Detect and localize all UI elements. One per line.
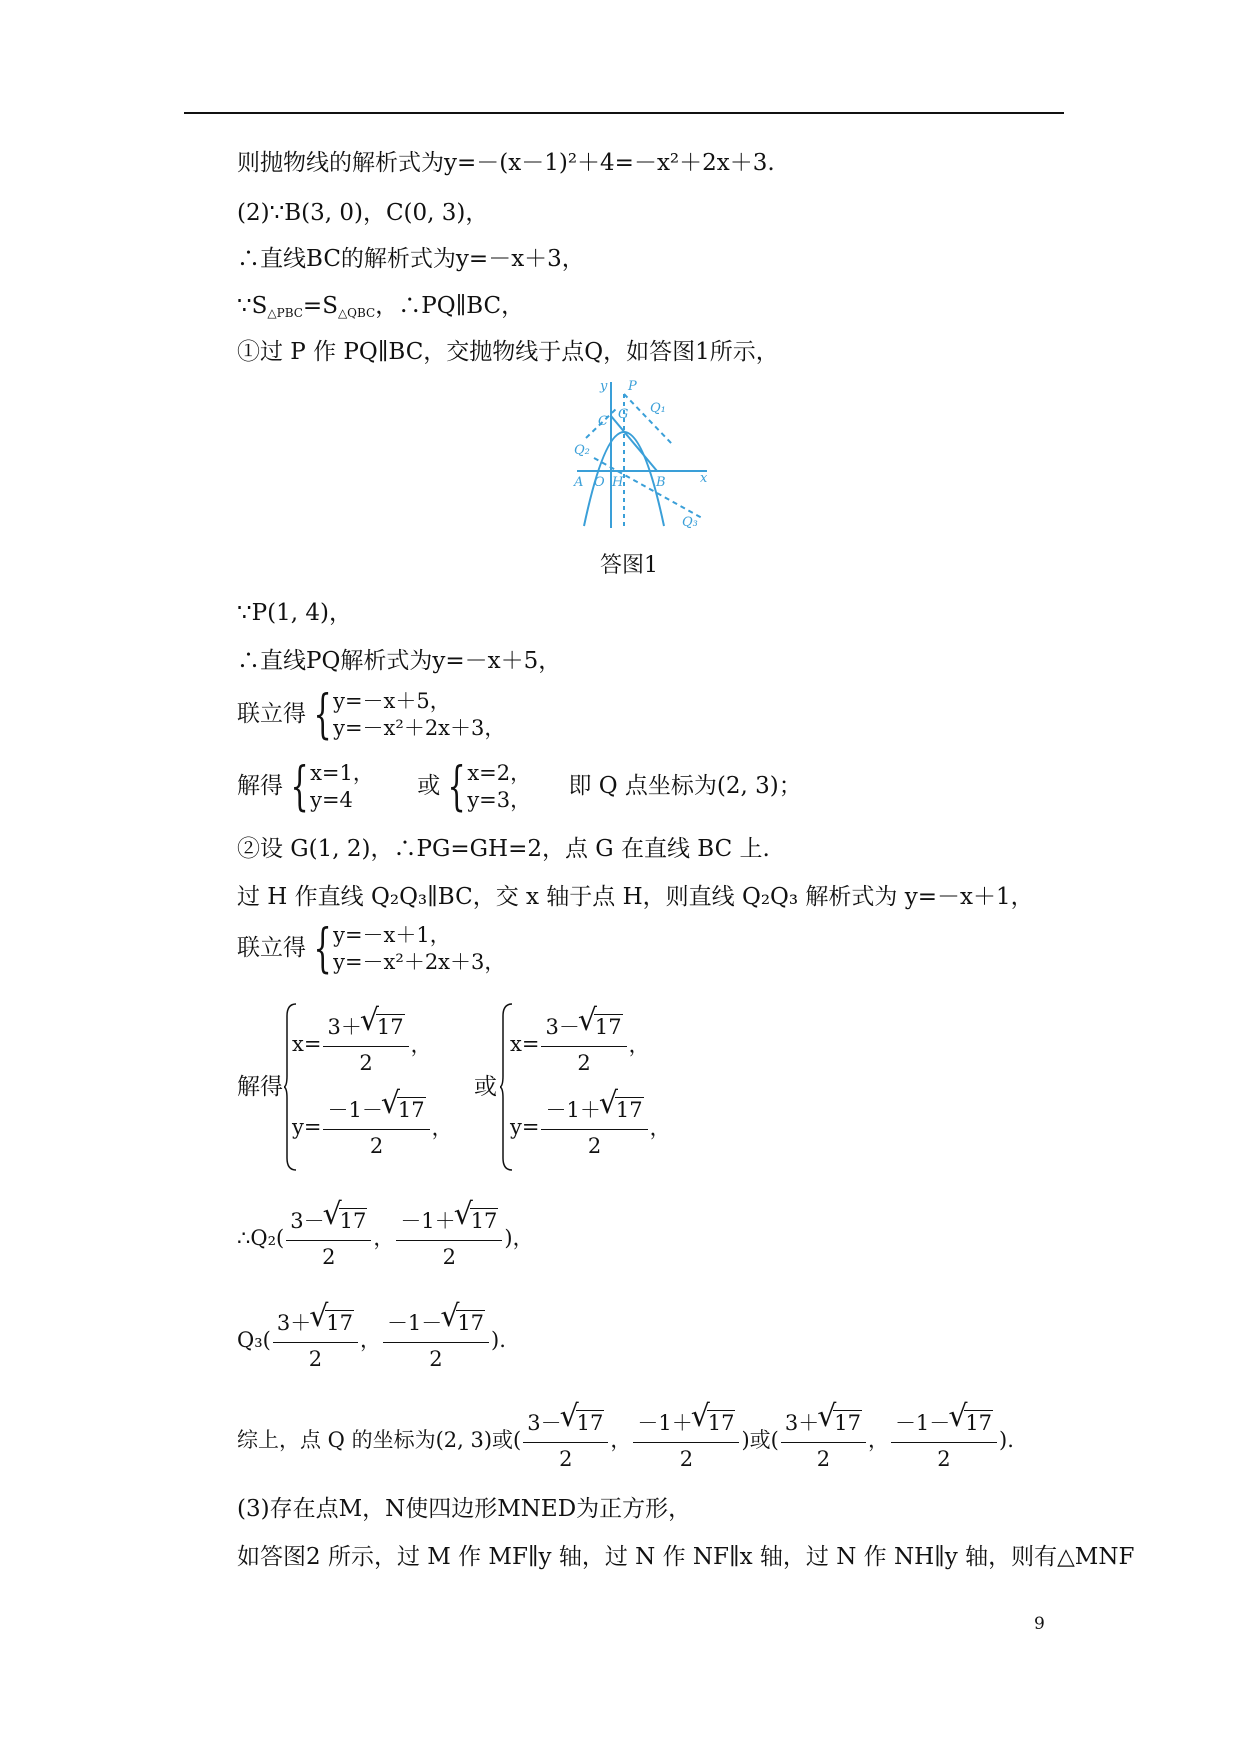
solution-2-or: 或 <box>474 1074 497 1100</box>
case-b-x-num: 3－ <box>545 1014 580 1039</box>
q2-y-num: －1＋ <box>400 1208 456 1233</box>
summary-mid: )或( <box>741 1428 779 1452</box>
case-a-y-radicand: 17 <box>397 1097 425 1122</box>
fig-label-h: H <box>612 475 624 490</box>
case-a-y-comma: ， <box>431 1116 453 1140</box>
case-b-x-frac <box>541 1010 626 1079</box>
summary-a-x-radicand: 17 <box>576 1410 604 1435</box>
brace-3: { <box>447 757 466 817</box>
fig-label-c: C <box>598 414 608 429</box>
fig-label-p: P <box>628 379 637 394</box>
fig-label-q1: Q₁ <box>650 401 666 416</box>
case-a-y-eq: y= <box>292 1115 322 1139</box>
solution-1-b2: y=3， <box>467 788 532 812</box>
system-2-label: 联立得 <box>237 935 306 961</box>
summary-a-x-num: 3－ <box>527 1410 562 1435</box>
q2-y-radicand: 17 <box>470 1208 498 1233</box>
system-1 <box>237 685 506 745</box>
summary-a-comma: ， <box>610 1428 632 1452</box>
q2-y-den: 2 <box>442 1244 457 1269</box>
system-2 <box>237 919 506 979</box>
figure-caption: 答图1 <box>600 553 658 578</box>
case-a-y-num: －1－ <box>327 1097 383 1122</box>
area-s2: =S <box>302 293 338 319</box>
q3-coordinates <box>237 1300 506 1380</box>
case-b-y-num: －1＋ <box>545 1097 601 1122</box>
summary-suffix: ). <box>999 1428 1014 1452</box>
solution-2-label: 解得 <box>237 1074 283 1100</box>
text-line-parabola: 则抛物线的解析式为y=－(x－1)²＋4=－x²＋2x＋3. <box>237 150 775 176</box>
case-b-x-comma: ， <box>628 1033 650 1057</box>
summary-b-y-den: 2 <box>937 1446 951 1471</box>
q2-x-den: 2 <box>322 1244 336 1269</box>
q3-x-radicand: 17 <box>326 1310 353 1335</box>
summary-b-y-frac <box>891 1406 997 1475</box>
summary-a-y-num: －1＋ <box>637 1410 693 1435</box>
q2-y-frac <box>396 1204 502 1273</box>
summary-a-x-frac <box>523 1406 608 1475</box>
case-b-y-comma: ， <box>649 1116 671 1140</box>
summary-a-y-frac <box>633 1406 739 1475</box>
system-1-row2: y=－x²＋2x＋3， <box>333 716 506 740</box>
case-a-y-den: 2 <box>369 1133 384 1158</box>
q3-x-den: 2 <box>308 1346 323 1371</box>
case-a-x-frac <box>323 1010 408 1079</box>
case-a-x-num: 3＋ <box>327 1014 362 1039</box>
q2-suffix: )， <box>504 1226 534 1250</box>
text-line-p: ∵P(1, 4)， <box>237 600 352 626</box>
fig-label-b: B <box>656 475 666 490</box>
text-line-step2: ②设 G(1, 2)，∴PG=GH=2，点 G 在直线 BC 上. <box>237 836 770 862</box>
text-line-pq: ∴直线PQ解析式为y=－x＋5， <box>237 648 562 674</box>
fig-label-q3: Q₃ <box>682 515 698 530</box>
case-a-x-den: 2 <box>359 1050 373 1075</box>
brace-4: { <box>313 919 332 979</box>
q3-y-radicand: 17 <box>457 1310 485 1335</box>
q2-x-num: 3－ <box>290 1208 325 1233</box>
summary-prefix: 综上，点 Q 的坐标为(2, 3)或( <box>237 1428 522 1452</box>
q3-prefix: Q₃( <box>237 1328 271 1352</box>
case-b-y-eq: y= <box>510 1115 540 1139</box>
q3-y-frac <box>383 1306 489 1375</box>
solution-1-label: 解得 <box>237 773 283 799</box>
line-bc <box>611 416 657 471</box>
summary-b-x-frac <box>781 1406 866 1475</box>
answer-figure-1 <box>572 378 712 530</box>
solution-1-a2: y=4 <box>310 788 353 812</box>
solution-1 <box>237 757 802 817</box>
summary-a-y-radicand: 17 <box>707 1410 735 1435</box>
area-sub1: △PBC <box>267 306 303 320</box>
solution-1-b1: x=2， <box>467 761 532 785</box>
summary-b-x-num: 3＋ <box>784 1410 820 1435</box>
solution-2-case-a <box>292 1004 453 1170</box>
summary-b-x-den: 2 <box>816 1446 831 1471</box>
text-line-q2q3: 过 H 作直线 Q₂Q₃∥BC，交 x 轴于点 H，则直线 Q₂Q₃ 解析式为 y=－x＋1， <box>237 884 1034 910</box>
system-2-row2: y=－x²＋2x＋3， <box>333 950 506 974</box>
fig-label-g: G <box>618 407 629 422</box>
text-line-figure2: 如答图2 所示，过 M 作 MF∥y 轴，过 N 作 NF∥x 轴，过 N 作 NH∥y 轴，则有△MNF <box>237 1544 1135 1570</box>
summary-b-y-num: －1－ <box>894 1410 951 1435</box>
solution-1-or: 或 <box>417 773 441 799</box>
case-b-y-radicand: 17 <box>615 1097 643 1122</box>
q3-x-num: 3＋ <box>276 1310 312 1335</box>
text-line-part2: (2)∵B(3, 0)，C(0, 3)， <box>237 200 489 226</box>
header-rule <box>184 112 1064 114</box>
fig-label-o: O <box>594 475 605 490</box>
case-b-y-frac <box>541 1093 647 1162</box>
summary-b-y-radicand: 17 <box>965 1410 993 1435</box>
brace-1: { <box>313 685 332 745</box>
summary-b-x-radicand: 17 <box>834 1410 861 1435</box>
q3-y-num: －1－ <box>386 1310 443 1335</box>
summary-a-x-den: 2 <box>559 1446 573 1471</box>
text-line-step1: ①过 P 作 PQ∥BC，交抛物线于点Q，如答图1所示， <box>237 339 779 365</box>
summary-line <box>237 1400 1014 1480</box>
summary-b-comma: ， <box>867 1428 889 1452</box>
case-b-x-radicand: 17 <box>594 1014 622 1039</box>
fig-label-x: x <box>700 471 708 486</box>
solution-1-a1: x=1， <box>310 761 374 785</box>
case-a-x-comma: ， <box>410 1033 432 1057</box>
case-a-x-eq: x= <box>292 1032 322 1056</box>
q3-x-frac <box>273 1306 358 1375</box>
system-1-row1: y=－x＋5， <box>333 689 451 713</box>
q2-coordinates <box>237 1198 534 1278</box>
brace-2: { <box>290 757 309 817</box>
fig-label-y: y <box>600 379 608 394</box>
area-s1: ∵S <box>237 293 268 319</box>
text-line-area <box>237 291 524 328</box>
q3-suffix: ). <box>491 1328 506 1352</box>
case-a-y-frac <box>323 1093 429 1162</box>
solution-1-result: 即 Q 点坐标为(2, 3)； <box>568 773 802 799</box>
text-line-part3: (3)存在点M，N使四边形MNED为正方形， <box>237 1496 692 1522</box>
solution-2-case-b <box>510 1004 671 1170</box>
q2-prefix: ∴Q₂( <box>237 1226 285 1250</box>
q2-x-frac <box>286 1204 371 1273</box>
system-2-row1: y=－x＋1， <box>333 923 451 947</box>
case-b-x-eq: x= <box>510 1032 540 1056</box>
area-rest: ，∴PQ∥BC， <box>375 293 525 319</box>
system-1-label: 联立得 <box>237 701 306 727</box>
fig-label-q2: Q₂ <box>574 443 590 458</box>
case-a-x-radicand: 17 <box>376 1014 404 1039</box>
text-line-bc: ∴直线BC的解析式为y=－x＋3， <box>237 246 585 272</box>
case-b-x-den: 2 <box>577 1050 591 1075</box>
q2-x-radicand: 17 <box>339 1208 367 1233</box>
area-sub2: △QBC <box>337 306 376 320</box>
fig-label-a: A <box>574 475 584 490</box>
q2-comma: ， <box>373 1226 395 1250</box>
page-number: 9 <box>1034 1614 1045 1634</box>
q3-comma: ， <box>359 1328 381 1352</box>
case-b-y-den: 2 <box>587 1133 602 1158</box>
q3-y-den: 2 <box>429 1346 443 1371</box>
summary-a-y-den: 2 <box>679 1446 694 1471</box>
